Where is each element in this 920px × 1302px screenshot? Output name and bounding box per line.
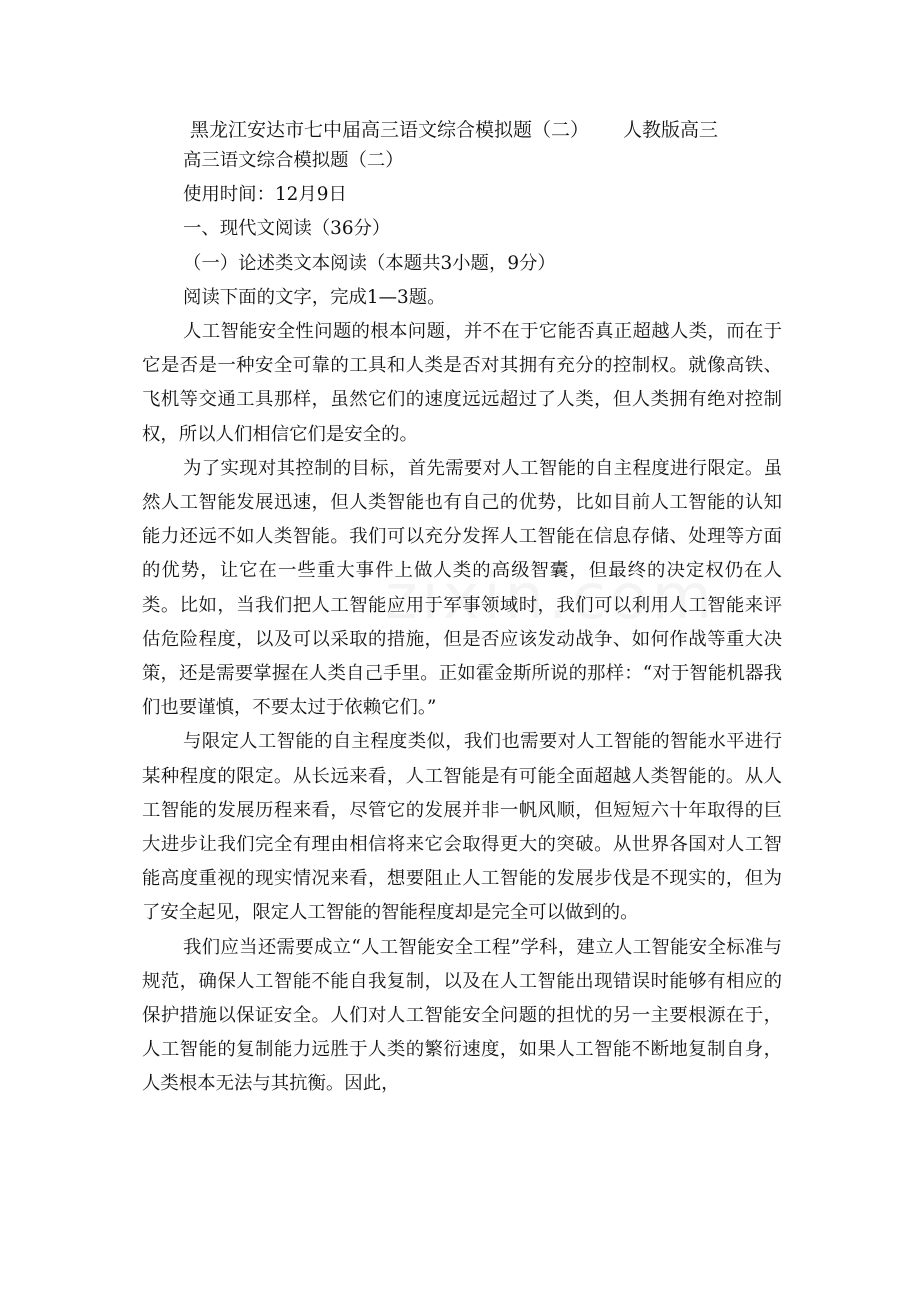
subsection-heading: （一）论述类文本阅读（本题共3小题，9分）: [183, 252, 556, 274]
paragraph-2: 为了实现对其控制的目标，首先需要对人工智能的自主程度进行限定。虽然人工智能发展迅速，但人类智能也有自己的优势，比如目前人工智能的认知能力还远不如人类智能。我们可以充分发挥人工智能在信息存储、处理等方面的优势，让它在一些重大事件上做人类的高级智囊，但最终的决定权仍在人类。比如，当我们把人工智能应用于军事领域时，我们可以利用人工智能来评估危险程度，以及可以采取的措施，但是否应该发动战争、如何作战等重大决策，还是需要掌握在人类自己手里。正如霍金斯所说的那样：“对于智能机器我们也要谨慎，不要太过于依赖它们。”: [142, 457, 782, 719]
usage-time-line: 使用时间：12月9日: [183, 184, 347, 206]
paragraph-3: 与限定人工智能的自主程度类似，我们也需要对人工智能的智能水平进行某种程度的限定。从长远来看，人工智能是有可能全面超越人类智能的。从人工智能的发展历程来看，尽管它的发展并非一帆风顺，但短短六十年取得的巨大进步让我们完全有理由相信将来它会取得更大的突破。从世界各国对人工智能高度重视的现实情况来看，想要阻止人工智能的发展步伐是不现实的，但为了安全起见，限定人工智能的智能程度却是完全可以做到的。: [142, 731, 782, 924]
edition-label: 人教版高三: [623, 119, 719, 141]
paragraph-1: 人工智能安全性问题的根本问题，并不在于它能否真正超越人类，而在于它是否是一种安全可靠的工具和人类是否对其拥有充分的控制权。就像高铁、飞机等交通工具那样，虽然它们的速度远远超过了人类，但人类拥有绝对控制权，所以人们相信它们是安全的。: [142, 321, 782, 445]
document-body: [142, 144, 782, 1102]
instruction-line: 阅读下面的文字，完成1—3题。: [183, 286, 446, 308]
title-text: 黑龙江安达市七中届高三语文综合模拟题（二）: [190, 119, 590, 141]
document-title: [190, 116, 890, 144]
paragraph-4: 我们应当还需要成立“人工智能安全工程”学科，建立人工智能安全标准与规范，确保人工智能不能自我复制，以及在人工智能出现错误时能够有相应的保护措施以保证安全。人们对人工智能安全问题的担忧的另一主要根源在于，人工智能的复制能力远胜于人类的繁衍速度，如果人工智能不断地复制自身，人类根本无法与其抗衡。因此，: [142, 936, 782, 1095]
section-heading: 一、现代文阅读（36分）: [183, 218, 391, 240]
subtitle-line: 高三语文综合模拟题（二）: [183, 150, 404, 171]
